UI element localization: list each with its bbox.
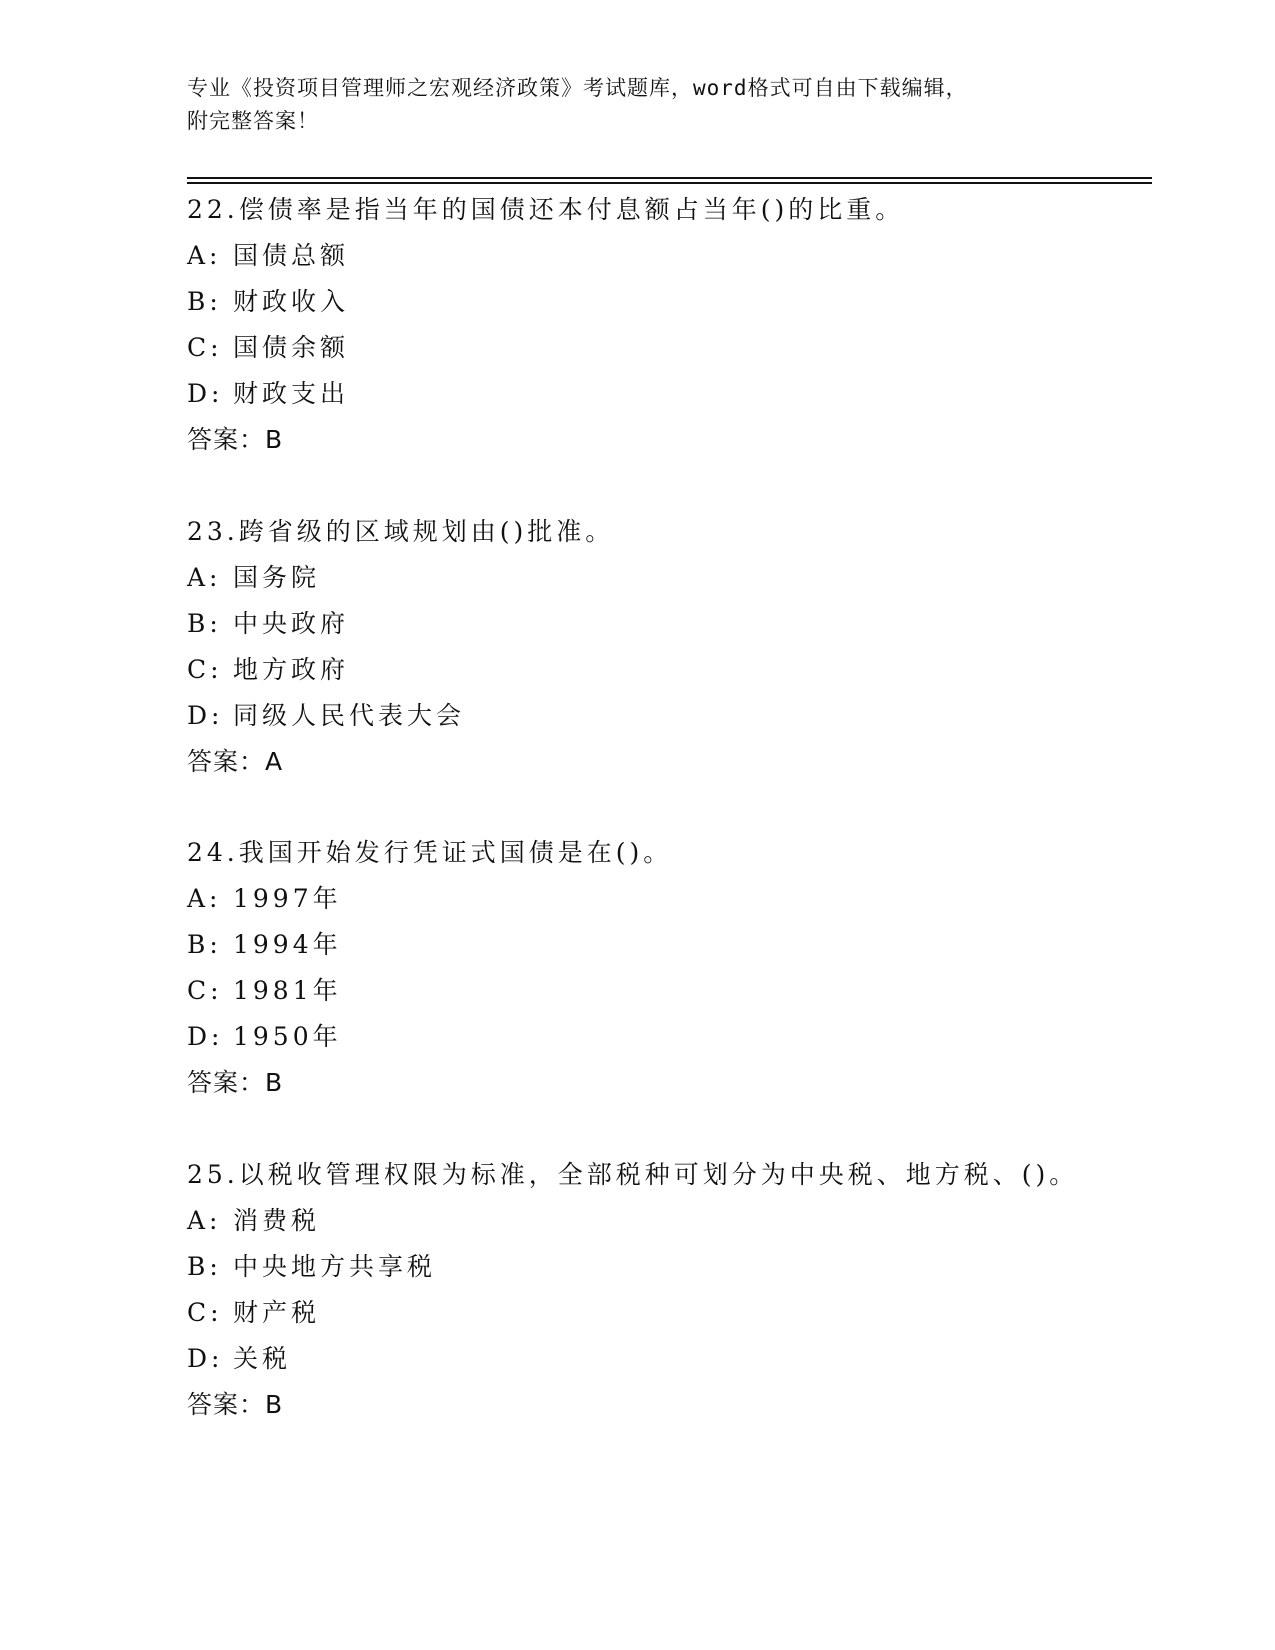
option-b (187, 922, 1147, 968)
option-c (187, 968, 1147, 1014)
option-text: 消费税 (233, 1206, 321, 1235)
option-text: 财政支出 (233, 379, 350, 408)
option-letter: A: (187, 563, 222, 592)
option-d (187, 371, 1147, 417)
option-letter: D: (187, 1344, 224, 1373)
question-block (187, 187, 1147, 463)
option-d (187, 1336, 1147, 1382)
question-block (187, 830, 1147, 1106)
option-b (187, 601, 1147, 647)
answer-label: 答案：A (187, 747, 284, 776)
option-letter: A: (187, 241, 222, 270)
option-c (187, 1290, 1147, 1336)
option-b (187, 279, 1147, 325)
answer-label: 答案：B (187, 1390, 284, 1419)
option-letter: C: (187, 333, 223, 362)
option-text: 地方政府 (233, 655, 350, 684)
option-letter: A: (187, 1206, 222, 1235)
option-letter: C: (187, 1298, 223, 1327)
option-text: 同级人民代表大会 (233, 701, 466, 730)
option-text: 国债总额 (233, 241, 350, 270)
option-text: 1997年 (233, 884, 342, 913)
option-letter: B: (187, 609, 222, 638)
option-letter: A: (187, 884, 222, 913)
question-stem: 25.以税收管理权限为标准，全部税种可划分为中央税、地方税、()。 (187, 1160, 1079, 1189)
header-line-1: 专业《投资项目管理师之宏观经济政策》考试题库，word格式可自由下载编辑， (187, 76, 968, 100)
header-divider-top (187, 177, 1152, 179)
option-c (187, 647, 1147, 693)
answer-label: 答案：B (187, 1068, 284, 1097)
option-text: 国务院 (233, 563, 321, 592)
option-text: 中央地方共享税 (233, 1252, 437, 1281)
option-text: 1950年 (233, 1022, 342, 1051)
option-text: 国债余额 (233, 333, 350, 362)
option-letter: D: (187, 379, 224, 408)
option-text: 1981年 (233, 976, 342, 1005)
question-block (187, 1152, 1147, 1428)
option-text: 1994年 (233, 930, 342, 959)
option-a (187, 876, 1147, 922)
option-c (187, 325, 1147, 371)
header-line-2: 附完整答案！ (187, 109, 319, 133)
option-letter: C: (187, 655, 223, 684)
option-text: 关税 (233, 1344, 292, 1373)
option-letter: C: (187, 976, 223, 1005)
option-letter: D: (187, 1022, 224, 1051)
header-divider-bottom (187, 182, 1152, 184)
question-stem: 22.偿债率是指当年的国债还本付息额占当年()的比重。 (187, 195, 905, 224)
option-letter: B: (187, 1252, 222, 1281)
option-letter: D: (187, 701, 224, 730)
option-d (187, 1014, 1147, 1060)
answer-label: 答案：B (187, 425, 284, 454)
option-a (187, 233, 1147, 279)
option-text: 中央政府 (233, 609, 350, 638)
question-stem: 23.跨省级的区域规划由()批准。 (187, 517, 615, 546)
option-b (187, 1244, 1147, 1290)
option-text: 财产税 (233, 1298, 321, 1327)
option-d (187, 693, 1147, 739)
question-stem: 24.我国开始发行凭证式国债是在()。 (187, 838, 673, 867)
document-header (187, 72, 1087, 138)
option-text: 财政收入 (233, 287, 350, 316)
option-letter: B: (187, 930, 222, 959)
option-a (187, 1198, 1147, 1244)
option-a (187, 555, 1147, 601)
question-block (187, 509, 1147, 785)
option-letter: B: (187, 287, 222, 316)
